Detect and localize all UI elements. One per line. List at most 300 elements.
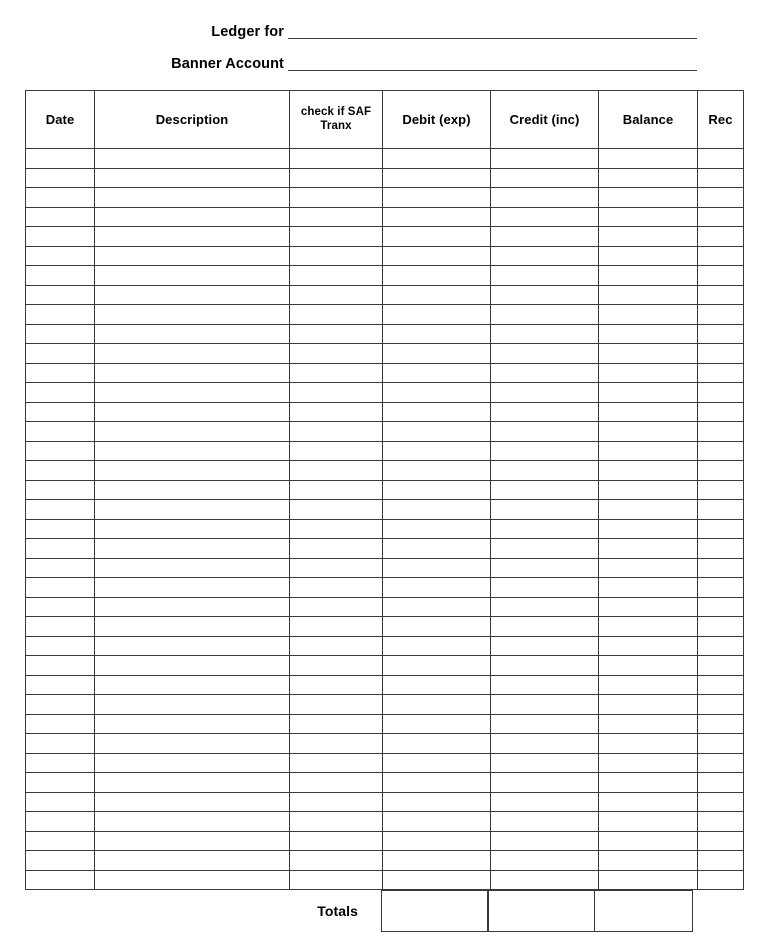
cell-description[interactable] [95, 773, 290, 793]
cell-credit[interactable] [491, 734, 599, 754]
cell-credit[interactable] [491, 500, 599, 520]
cell-rec[interactable] [698, 851, 744, 871]
cell-balance[interactable] [599, 266, 698, 286]
cell-debit[interactable] [383, 188, 491, 208]
cell-balance[interactable] [599, 227, 698, 247]
cell-saf[interactable] [290, 675, 383, 695]
cell-debit[interactable] [383, 266, 491, 286]
cell-date[interactable] [26, 578, 95, 598]
cell-description[interactable] [95, 870, 290, 890]
cell-rec[interactable] [698, 714, 744, 734]
cell-description[interactable] [95, 656, 290, 676]
cell-balance[interactable] [599, 383, 698, 403]
cell-credit[interactable] [491, 324, 599, 344]
cell-credit[interactable] [491, 188, 599, 208]
column-header-rec: Rec [698, 91, 744, 149]
cell-rec[interactable] [698, 870, 744, 890]
cell-date[interactable] [26, 168, 95, 188]
cell-rec[interactable] [698, 558, 744, 578]
cell-description[interactable] [95, 480, 290, 500]
cell-credit[interactable] [491, 773, 599, 793]
cell-description[interactable] [95, 305, 290, 325]
cell-rec[interactable] [698, 207, 744, 227]
cell-debit[interactable] [383, 441, 491, 461]
cell-saf[interactable] [290, 207, 383, 227]
cell-saf[interactable] [290, 324, 383, 344]
cell-credit[interactable] [491, 149, 599, 169]
cell-date[interactable] [26, 675, 95, 695]
cell-rec[interactable] [698, 480, 744, 500]
table-row [26, 558, 744, 578]
cell-credit[interactable] [491, 441, 599, 461]
table-row [26, 227, 744, 247]
cell-saf[interactable] [290, 656, 383, 676]
cell-saf[interactable] [290, 617, 383, 637]
cell-saf[interactable] [290, 539, 383, 559]
cell-date[interactable] [26, 480, 95, 500]
cell-debit[interactable] [383, 363, 491, 383]
cell-description[interactable] [95, 753, 290, 773]
cell-saf[interactable] [290, 441, 383, 461]
cell-date[interactable] [26, 188, 95, 208]
cell-balance[interactable] [599, 714, 698, 734]
cell-balance[interactable] [599, 246, 698, 266]
cell-credit[interactable] [491, 597, 599, 617]
cell-date[interactable] [26, 461, 95, 481]
cell-description[interactable] [95, 324, 290, 344]
column-header-description: Description [95, 91, 290, 149]
cell-credit[interactable] [491, 812, 599, 832]
cell-rec[interactable] [698, 383, 744, 403]
cell-credit[interactable] [491, 461, 599, 481]
cell-saf[interactable] [290, 792, 383, 812]
totals-label: Totals [317, 903, 358, 919]
cell-debit[interactable] [383, 695, 491, 715]
cell-rec[interactable] [698, 227, 744, 247]
cell-balance[interactable] [599, 402, 698, 422]
cell-balance[interactable] [599, 578, 698, 598]
cell-credit[interactable] [491, 422, 599, 442]
cell-credit[interactable] [491, 383, 599, 403]
cell-saf[interactable] [290, 305, 383, 325]
cell-credit[interactable] [491, 578, 599, 598]
cell-balance[interactable] [599, 870, 698, 890]
cell-rec[interactable] [698, 500, 744, 520]
table-row [26, 422, 744, 442]
table-row [26, 792, 744, 812]
cell-credit[interactable] [491, 636, 599, 656]
cell-saf[interactable] [290, 519, 383, 539]
cell-rec[interactable] [698, 792, 744, 812]
cell-saf[interactable] [290, 285, 383, 305]
cell-rec[interactable] [698, 305, 744, 325]
table-row [26, 617, 744, 637]
cell-balance[interactable] [599, 500, 698, 520]
cell-rec[interactable] [698, 597, 744, 617]
cell-date[interactable] [26, 149, 95, 169]
cell-debit[interactable] [383, 675, 491, 695]
cell-saf[interactable] [290, 870, 383, 890]
cell-date[interactable] [26, 831, 95, 851]
cell-date[interactable] [26, 266, 95, 286]
cell-saf[interactable] [290, 851, 383, 871]
cell-balance[interactable] [599, 831, 698, 851]
cell-description[interactable] [95, 792, 290, 812]
cell-saf[interactable] [290, 734, 383, 754]
cell-saf[interactable] [290, 636, 383, 656]
table-row [26, 207, 744, 227]
cell-rec[interactable] [698, 636, 744, 656]
cell-description[interactable] [95, 714, 290, 734]
cell-rec[interactable] [698, 402, 744, 422]
cell-description[interactable] [95, 149, 290, 169]
ledger-for-input-rule[interactable] [288, 38, 697, 39]
cell-saf[interactable] [290, 480, 383, 500]
cell-credit[interactable] [491, 519, 599, 539]
cell-balance[interactable] [599, 675, 698, 695]
cell-debit[interactable] [383, 168, 491, 188]
cell-date[interactable] [26, 383, 95, 403]
cell-credit[interactable] [491, 792, 599, 812]
cell-rec[interactable] [698, 812, 744, 832]
cell-debit[interactable] [383, 812, 491, 832]
table-row [26, 461, 744, 481]
cell-balance[interactable] [599, 753, 698, 773]
cell-date[interactable] [26, 695, 95, 715]
cell-debit[interactable] [383, 578, 491, 598]
cell-date[interactable] [26, 363, 95, 383]
cell-debit[interactable] [383, 636, 491, 656]
table-row [26, 324, 744, 344]
cell-balance[interactable] [599, 324, 698, 344]
cell-debit[interactable] [383, 383, 491, 403]
table-row [26, 480, 744, 500]
table-row [26, 851, 744, 871]
cell-balance[interactable] [599, 461, 698, 481]
totals-cell-balance[interactable] [594, 890, 693, 932]
cell-debit[interactable] [383, 656, 491, 676]
cell-credit[interactable] [491, 344, 599, 364]
cell-saf[interactable] [290, 773, 383, 793]
cell-balance[interactable] [599, 792, 698, 812]
cell-debit[interactable] [383, 851, 491, 871]
cell-rec[interactable] [698, 422, 744, 442]
cell-description[interactable] [95, 675, 290, 695]
cell-credit[interactable] [491, 207, 599, 227]
cell-date[interactable] [26, 344, 95, 364]
table-row [26, 597, 744, 617]
cell-balance[interactable] [599, 441, 698, 461]
cell-saf[interactable] [290, 558, 383, 578]
cell-balance[interactable] [599, 597, 698, 617]
cell-credit[interactable] [491, 870, 599, 890]
cell-description[interactable] [95, 285, 290, 305]
cell-date[interactable] [26, 207, 95, 227]
cell-date[interactable] [26, 246, 95, 266]
cell-date[interactable] [26, 773, 95, 793]
cell-balance[interactable] [599, 149, 698, 169]
cell-balance[interactable] [599, 636, 698, 656]
cell-date[interactable] [26, 851, 95, 871]
cell-rec[interactable] [698, 266, 744, 286]
cell-credit[interactable] [491, 831, 599, 851]
cell-saf[interactable] [290, 422, 383, 442]
table-row [26, 773, 744, 793]
cell-debit[interactable] [383, 597, 491, 617]
cell-balance[interactable] [599, 734, 698, 754]
cell-balance[interactable] [599, 773, 698, 793]
cell-description[interactable] [95, 207, 290, 227]
cell-saf[interactable] [290, 383, 383, 403]
cell-description[interactable] [95, 558, 290, 578]
cell-date[interactable] [26, 324, 95, 344]
cell-balance[interactable] [599, 422, 698, 442]
cell-description[interactable] [95, 578, 290, 598]
cell-balance[interactable] [599, 812, 698, 832]
cell-date[interactable] [26, 714, 95, 734]
cell-debit[interactable] [383, 324, 491, 344]
cell-description[interactable] [95, 500, 290, 520]
cell-credit[interactable] [491, 714, 599, 734]
cell-credit[interactable] [491, 753, 599, 773]
cell-balance[interactable] [599, 363, 698, 383]
cell-debit[interactable] [383, 734, 491, 754]
cell-saf[interactable] [290, 149, 383, 169]
cell-description[interactable] [95, 188, 290, 208]
cell-saf[interactable] [290, 363, 383, 383]
cell-date[interactable] [26, 285, 95, 305]
cell-debit[interactable] [383, 539, 491, 559]
table-row [26, 363, 744, 383]
cell-date[interactable] [26, 753, 95, 773]
ledger-table-container [25, 90, 743, 890]
cell-credit[interactable] [491, 851, 599, 871]
cell-rec[interactable] [698, 344, 744, 364]
cell-debit[interactable] [383, 870, 491, 890]
cell-saf[interactable] [290, 500, 383, 520]
cell-balance[interactable] [599, 617, 698, 637]
cell-debit[interactable] [383, 558, 491, 578]
cell-date[interactable] [26, 441, 95, 461]
cell-rec[interactable] [698, 149, 744, 169]
cell-saf[interactable] [290, 831, 383, 851]
cell-saf[interactable] [290, 227, 383, 247]
cell-balance[interactable] [599, 539, 698, 559]
cell-rec[interactable] [698, 363, 744, 383]
cell-rec[interactable] [698, 617, 744, 637]
cell-rec[interactable] [698, 831, 744, 851]
cell-date[interactable] [26, 597, 95, 617]
cell-rec[interactable] [698, 753, 744, 773]
cell-debit[interactable] [383, 753, 491, 773]
cell-saf[interactable] [290, 597, 383, 617]
cell-debit[interactable] [383, 714, 491, 734]
cell-debit[interactable] [383, 207, 491, 227]
cell-date[interactable] [26, 792, 95, 812]
table-row [26, 831, 744, 851]
cell-debit[interactable] [383, 149, 491, 169]
cell-date[interactable] [26, 617, 95, 637]
ledger-for-field-row [0, 10, 768, 41]
cell-date[interactable] [26, 305, 95, 325]
cell-credit[interactable] [491, 539, 599, 559]
cell-credit[interactable] [491, 675, 599, 695]
cell-saf[interactable] [290, 402, 383, 422]
cell-description[interactable] [95, 227, 290, 247]
column-header-saf-tranx: check if SAF Tranx [290, 91, 383, 149]
cell-credit[interactable] [491, 402, 599, 422]
cell-saf[interactable] [290, 188, 383, 208]
cell-description[interactable] [95, 168, 290, 188]
cell-rec[interactable] [698, 324, 744, 344]
cell-credit[interactable] [491, 305, 599, 325]
cell-rec[interactable] [698, 246, 744, 266]
cell-debit[interactable] [383, 422, 491, 442]
cell-rec[interactable] [698, 656, 744, 676]
cell-rec[interactable] [698, 675, 744, 695]
cell-balance[interactable] [599, 851, 698, 871]
cell-credit[interactable] [491, 363, 599, 383]
cell-description[interactable] [95, 519, 290, 539]
cell-description[interactable] [95, 363, 290, 383]
cell-description[interactable] [95, 831, 290, 851]
table-row [26, 168, 744, 188]
cell-saf[interactable] [290, 714, 383, 734]
cell-debit[interactable] [383, 792, 491, 812]
cell-description[interactable] [95, 246, 290, 266]
cell-rec[interactable] [698, 734, 744, 754]
cell-saf[interactable] [290, 695, 383, 715]
cell-balance[interactable] [599, 558, 698, 578]
cell-debit[interactable] [383, 246, 491, 266]
cell-balance[interactable] [599, 207, 698, 227]
cell-debit[interactable] [383, 831, 491, 851]
cell-debit[interactable] [383, 461, 491, 481]
cell-description[interactable] [95, 597, 290, 617]
cell-description[interactable] [95, 441, 290, 461]
cell-description[interactable] [95, 734, 290, 754]
table-row [26, 870, 744, 890]
cell-debit[interactable] [383, 305, 491, 325]
totals-trailing-space [693, 890, 743, 932]
ledger-table [25, 90, 744, 890]
cell-saf[interactable] [290, 266, 383, 286]
cell-credit[interactable] [491, 558, 599, 578]
cell-saf[interactable] [290, 168, 383, 188]
cell-description[interactable] [95, 402, 290, 422]
cell-rec[interactable] [698, 461, 744, 481]
cell-saf[interactable] [290, 812, 383, 832]
cell-credit[interactable] [491, 480, 599, 500]
cell-description[interactable] [95, 461, 290, 481]
cell-rec[interactable] [698, 188, 744, 208]
cell-description[interactable] [95, 344, 290, 364]
cell-debit[interactable] [383, 500, 491, 520]
cell-saf[interactable] [290, 461, 383, 481]
cell-credit[interactable] [491, 617, 599, 637]
cell-balance[interactable] [599, 168, 698, 188]
cell-credit[interactable] [491, 285, 599, 305]
cell-date[interactable] [26, 402, 95, 422]
cell-debit[interactable] [383, 344, 491, 364]
cell-credit[interactable] [491, 246, 599, 266]
cell-rec[interactable] [698, 539, 744, 559]
cell-debit[interactable] [383, 519, 491, 539]
totals-cell-debit[interactable] [381, 890, 489, 932]
cell-balance[interactable] [599, 188, 698, 208]
cell-rec[interactable] [698, 578, 744, 598]
banner-account-input-rule[interactable] [288, 70, 697, 71]
cell-balance[interactable] [599, 305, 698, 325]
column-header-debit: Debit (exp) [383, 91, 491, 149]
cell-saf[interactable] [290, 246, 383, 266]
cell-saf[interactable] [290, 578, 383, 598]
cell-description[interactable] [95, 539, 290, 559]
cell-description[interactable] [95, 695, 290, 715]
cell-date[interactable] [26, 519, 95, 539]
cell-date[interactable] [26, 227, 95, 247]
ledger-table-body [26, 149, 744, 890]
cell-rec[interactable] [698, 285, 744, 305]
totals-label-area [25, 890, 382, 932]
cell-balance[interactable] [599, 285, 698, 305]
cell-debit[interactable] [383, 617, 491, 637]
cell-debit[interactable] [383, 227, 491, 247]
cell-date[interactable] [26, 422, 95, 442]
cell-credit[interactable] [491, 168, 599, 188]
cell-saf[interactable] [290, 344, 383, 364]
cell-rec[interactable] [698, 695, 744, 715]
cell-debit[interactable] [383, 773, 491, 793]
cell-debit[interactable] [383, 480, 491, 500]
cell-credit[interactable] [491, 695, 599, 715]
cell-balance[interactable] [599, 695, 698, 715]
cell-description[interactable] [95, 383, 290, 403]
cell-debit[interactable] [383, 285, 491, 305]
table-row [26, 305, 744, 325]
cell-rec[interactable] [698, 519, 744, 539]
cell-rec[interactable] [698, 773, 744, 793]
cell-description[interactable] [95, 617, 290, 637]
cell-rec[interactable] [698, 168, 744, 188]
cell-rec[interactable] [698, 441, 744, 461]
form-header [0, 0, 768, 73]
cell-date[interactable] [26, 656, 95, 676]
cell-saf[interactable] [290, 753, 383, 773]
cell-credit[interactable] [491, 656, 599, 676]
cell-balance[interactable] [599, 656, 698, 676]
cell-description[interactable] [95, 636, 290, 656]
cell-credit[interactable] [491, 266, 599, 286]
cell-description[interactable] [95, 422, 290, 442]
cell-date[interactable] [26, 870, 95, 890]
cell-balance[interactable] [599, 480, 698, 500]
cell-balance[interactable] [599, 519, 698, 539]
cell-date[interactable] [26, 734, 95, 754]
cell-date[interactable] [26, 812, 95, 832]
cell-balance[interactable] [599, 344, 698, 364]
cell-credit[interactable] [491, 227, 599, 247]
cell-date[interactable] [26, 500, 95, 520]
cell-description[interactable] [95, 266, 290, 286]
totals-cell-credit[interactable] [487, 890, 595, 932]
cell-date[interactable] [26, 539, 95, 559]
cell-date[interactable] [26, 636, 95, 656]
cell-description[interactable] [95, 851, 290, 871]
cell-debit[interactable] [383, 402, 491, 422]
cell-description[interactable] [95, 812, 290, 832]
cell-date[interactable] [26, 558, 95, 578]
